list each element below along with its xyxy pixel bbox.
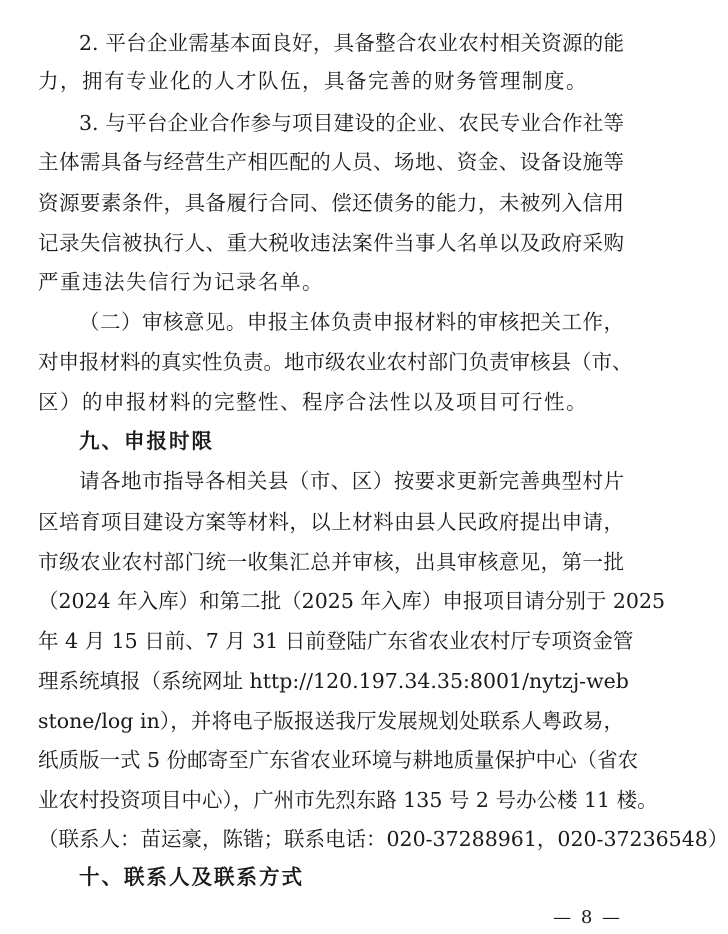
paragraph-line: 严重违法失信行为记录名单。 [38, 270, 324, 294]
paragraph-line: （联系人：苗运豪，陈锴；联系电话：020-37288961，020-37236548） [38, 827, 728, 851]
paragraph-line: （2024 年入库）和第二批（2025 年入库）申报项目请分别于 2025 [38, 589, 666, 613]
paragraph-line: 资源要素条件，具备履行合同、偿还债务的能力，未被列入信用 [38, 191, 624, 215]
paragraph-line: 记录失信被执行人、重大税收违法案件当事人名单以及政府采购 [38, 231, 624, 255]
section-heading: 十、联系人及联系方式 [79, 865, 304, 889]
paragraph-line: 3. 与平台企业合作参与项目建设的企业、农民专业合作社等 [79, 111, 624, 135]
paragraph-line: 市级农业农村部门统一收集汇总并审核，出具审核意见，第一批 [38, 550, 624, 574]
paragraph-line: 年 4 月 15 日前、7 月 31 日前登陆广东省农业农村厅专项资金管 [38, 629, 634, 653]
page-number: — 8 — [553, 907, 622, 928]
paragraph-line: 纸质版一式 5 份邮寄至广东省农业环境与耕地质量保护中心（省农 [38, 748, 639, 772]
paragraph-line: 主体需具备与经营生产相匹配的人员、场地、资金、设备设施等 [38, 150, 624, 174]
paragraph-line: 请各地市指导各相关县（市、区）按要求更新完善典型村片 [79, 469, 624, 493]
paragraph-line: stone/log in），并将电子版报送我厅发展规划处联系人粤政易， [38, 709, 624, 733]
paragraph-line: 业农村投资项目中心），广州市先烈东路 135 号 2 号办公楼 11 楼。 [38, 788, 658, 812]
paragraph-line: 理系统填报（系统网址 http://120.197.34.35:8001/nytzj-web [38, 669, 629, 693]
paragraph-line: （二）审核意见。申报主体负责申报材料的审核把关工作， [79, 310, 624, 334]
paragraph-line: 对申报材料的真实性负责。地市级农业农村部门负责审核县（市、 [38, 350, 633, 374]
paragraph-line: 2. 平台企业需基本面良好，具备整合农业农村相关资源的能 [79, 31, 624, 55]
paragraph-line: 区）的申报材料的完整性、程序合法性以及项目可行性。 [38, 390, 588, 414]
paragraph-line: 区培育项目建设方案等材料，以上材料由县人民政府提出申请， [38, 510, 624, 534]
paragraph-line: 力，拥有专业化的人才队伍，具备完善的财务管理制度。 [38, 69, 588, 93]
section-heading: 九、申报时限 [79, 429, 214, 453]
